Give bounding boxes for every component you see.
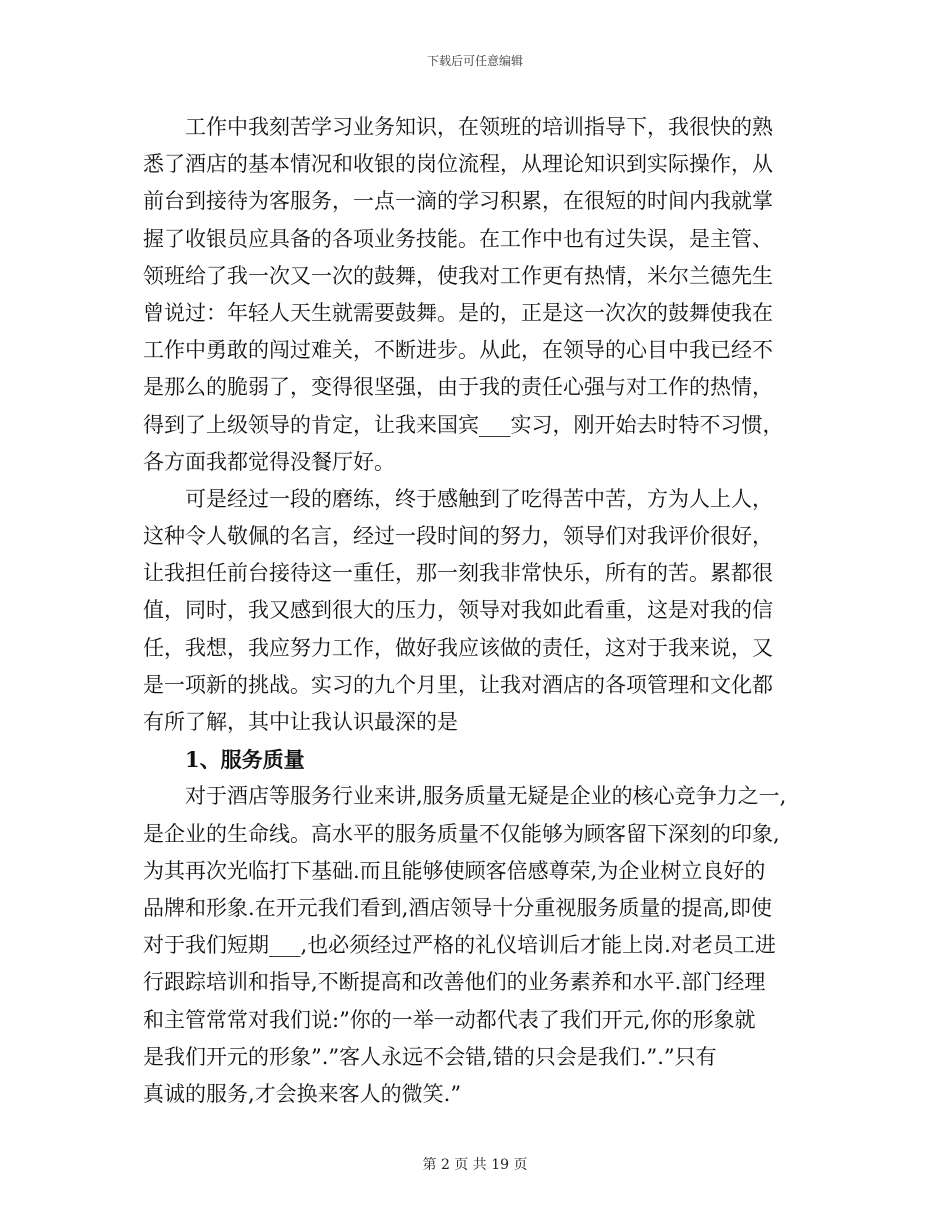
page-footer: 第 2 页 共 19 页 — [422, 1157, 528, 1173]
text-line: 得到了上级领导的肯定，让我来国宾___实习，刚开始去时特不习惯， — [143, 412, 784, 437]
section-heading: 1、服务质量 — [185, 747, 305, 773]
text-line: 这种令人敬佩的名言，经过一段时间的努力，领导们对我评价很好， — [143, 524, 773, 549]
text-line: 工作中勇敢的闯过难关，不断进步。从此，在领导的心目中我已经不 — [143, 338, 773, 363]
text-line: 有所了解，其中让我认识最深的是 — [143, 710, 458, 734]
text-line: 工作中我刻苦学习业务知识，在领班的培训指导下，我很快的熟 — [185, 115, 773, 139]
text-line: 行跟踪培训和指导,不断提高和改善他们的业务素养和水平.部门经理 — [143, 970, 766, 995]
text-line: 品牌和形象.在开元我们看到,酒店领导十分重视服务质量的提高,即使 — [143, 895, 773, 920]
document-body — [143, 109, 833, 1113]
paragraph-2 — [143, 481, 833, 741]
text-line: 是一项新的挑战。实习的九个月里，让我对酒店的各项管理和文化都 — [143, 672, 773, 697]
text-line: 曾说过：年轻人天生就需要鼓舞。是的，正是这一次次的鼓舞使我在 — [143, 300, 773, 325]
text-line: 悉了酒店的基本情况和收银的岗位流程，从理论知识到实际操作，从 — [143, 152, 773, 177]
text-line: 任，我想，我应努力工作，做好我应该做的责任，这对于我来说，又 — [143, 635, 773, 660]
text-line: 各方面我都觉得没餐厅好。 — [143, 449, 395, 474]
text-line: 是企业的生命线。高水平的服务质量不仅能够为顾客留下深刻的印象, — [143, 821, 780, 846]
paragraph-3 — [143, 778, 833, 1113]
text-line: 是我们开元的形象”.”客人永远不会错,错的只会是我们.”.”只有 — [143, 1044, 717, 1069]
text-line: 对于酒店等服务行业来讲,服务质量无疑是企业的核心竞争力之一, — [185, 784, 787, 809]
text-line: 为其再次光临打下基础.而且能够使顾客倍感尊荣,为企业树立良好的 — [143, 858, 766, 883]
text-line: 是那么的脆弱了，变得很坚强，由于我的责任心强与对工作的热情， — [143, 375, 773, 400]
text-line: 对于我们短期___,也必须经过严格的礼仪培训后才能上岗.对老员工进 — [143, 933, 776, 958]
text-line: 领班给了我一次又一次的鼓舞，使我对工作更有热情，米尔兰德先生 — [143, 263, 773, 288]
paragraph-1 — [143, 109, 833, 481]
page-header: 下载后可任意编辑 — [426, 54, 523, 68]
text-line: 真诚的服务,才会换来客人的微笑.” — [143, 1081, 462, 1106]
text-line: 可是经过一段的磨练，终于感触到了吃得苦中苦，方为人上人， — [185, 486, 773, 511]
text-line: 和主管常常对我们说:”你的一举一动都代表了我们开元,你的形象就 — [143, 1007, 756, 1032]
text-line: 让我担任前台接待这一重任，那一刻我非常快乐，所有的苦。累都很 — [143, 561, 773, 586]
text-line: 握了收银员应具备的各项业务技能。在工作中也有过失误，是主管、 — [143, 226, 773, 251]
text-line: 前台到接待为客服务，一点一滴的学习积累，在很短的时间内我就掌 — [143, 189, 773, 214]
text-line: 值，同时，我又感到很大的压力，领导对我如此看重，这是对我的信 — [143, 598, 773, 623]
